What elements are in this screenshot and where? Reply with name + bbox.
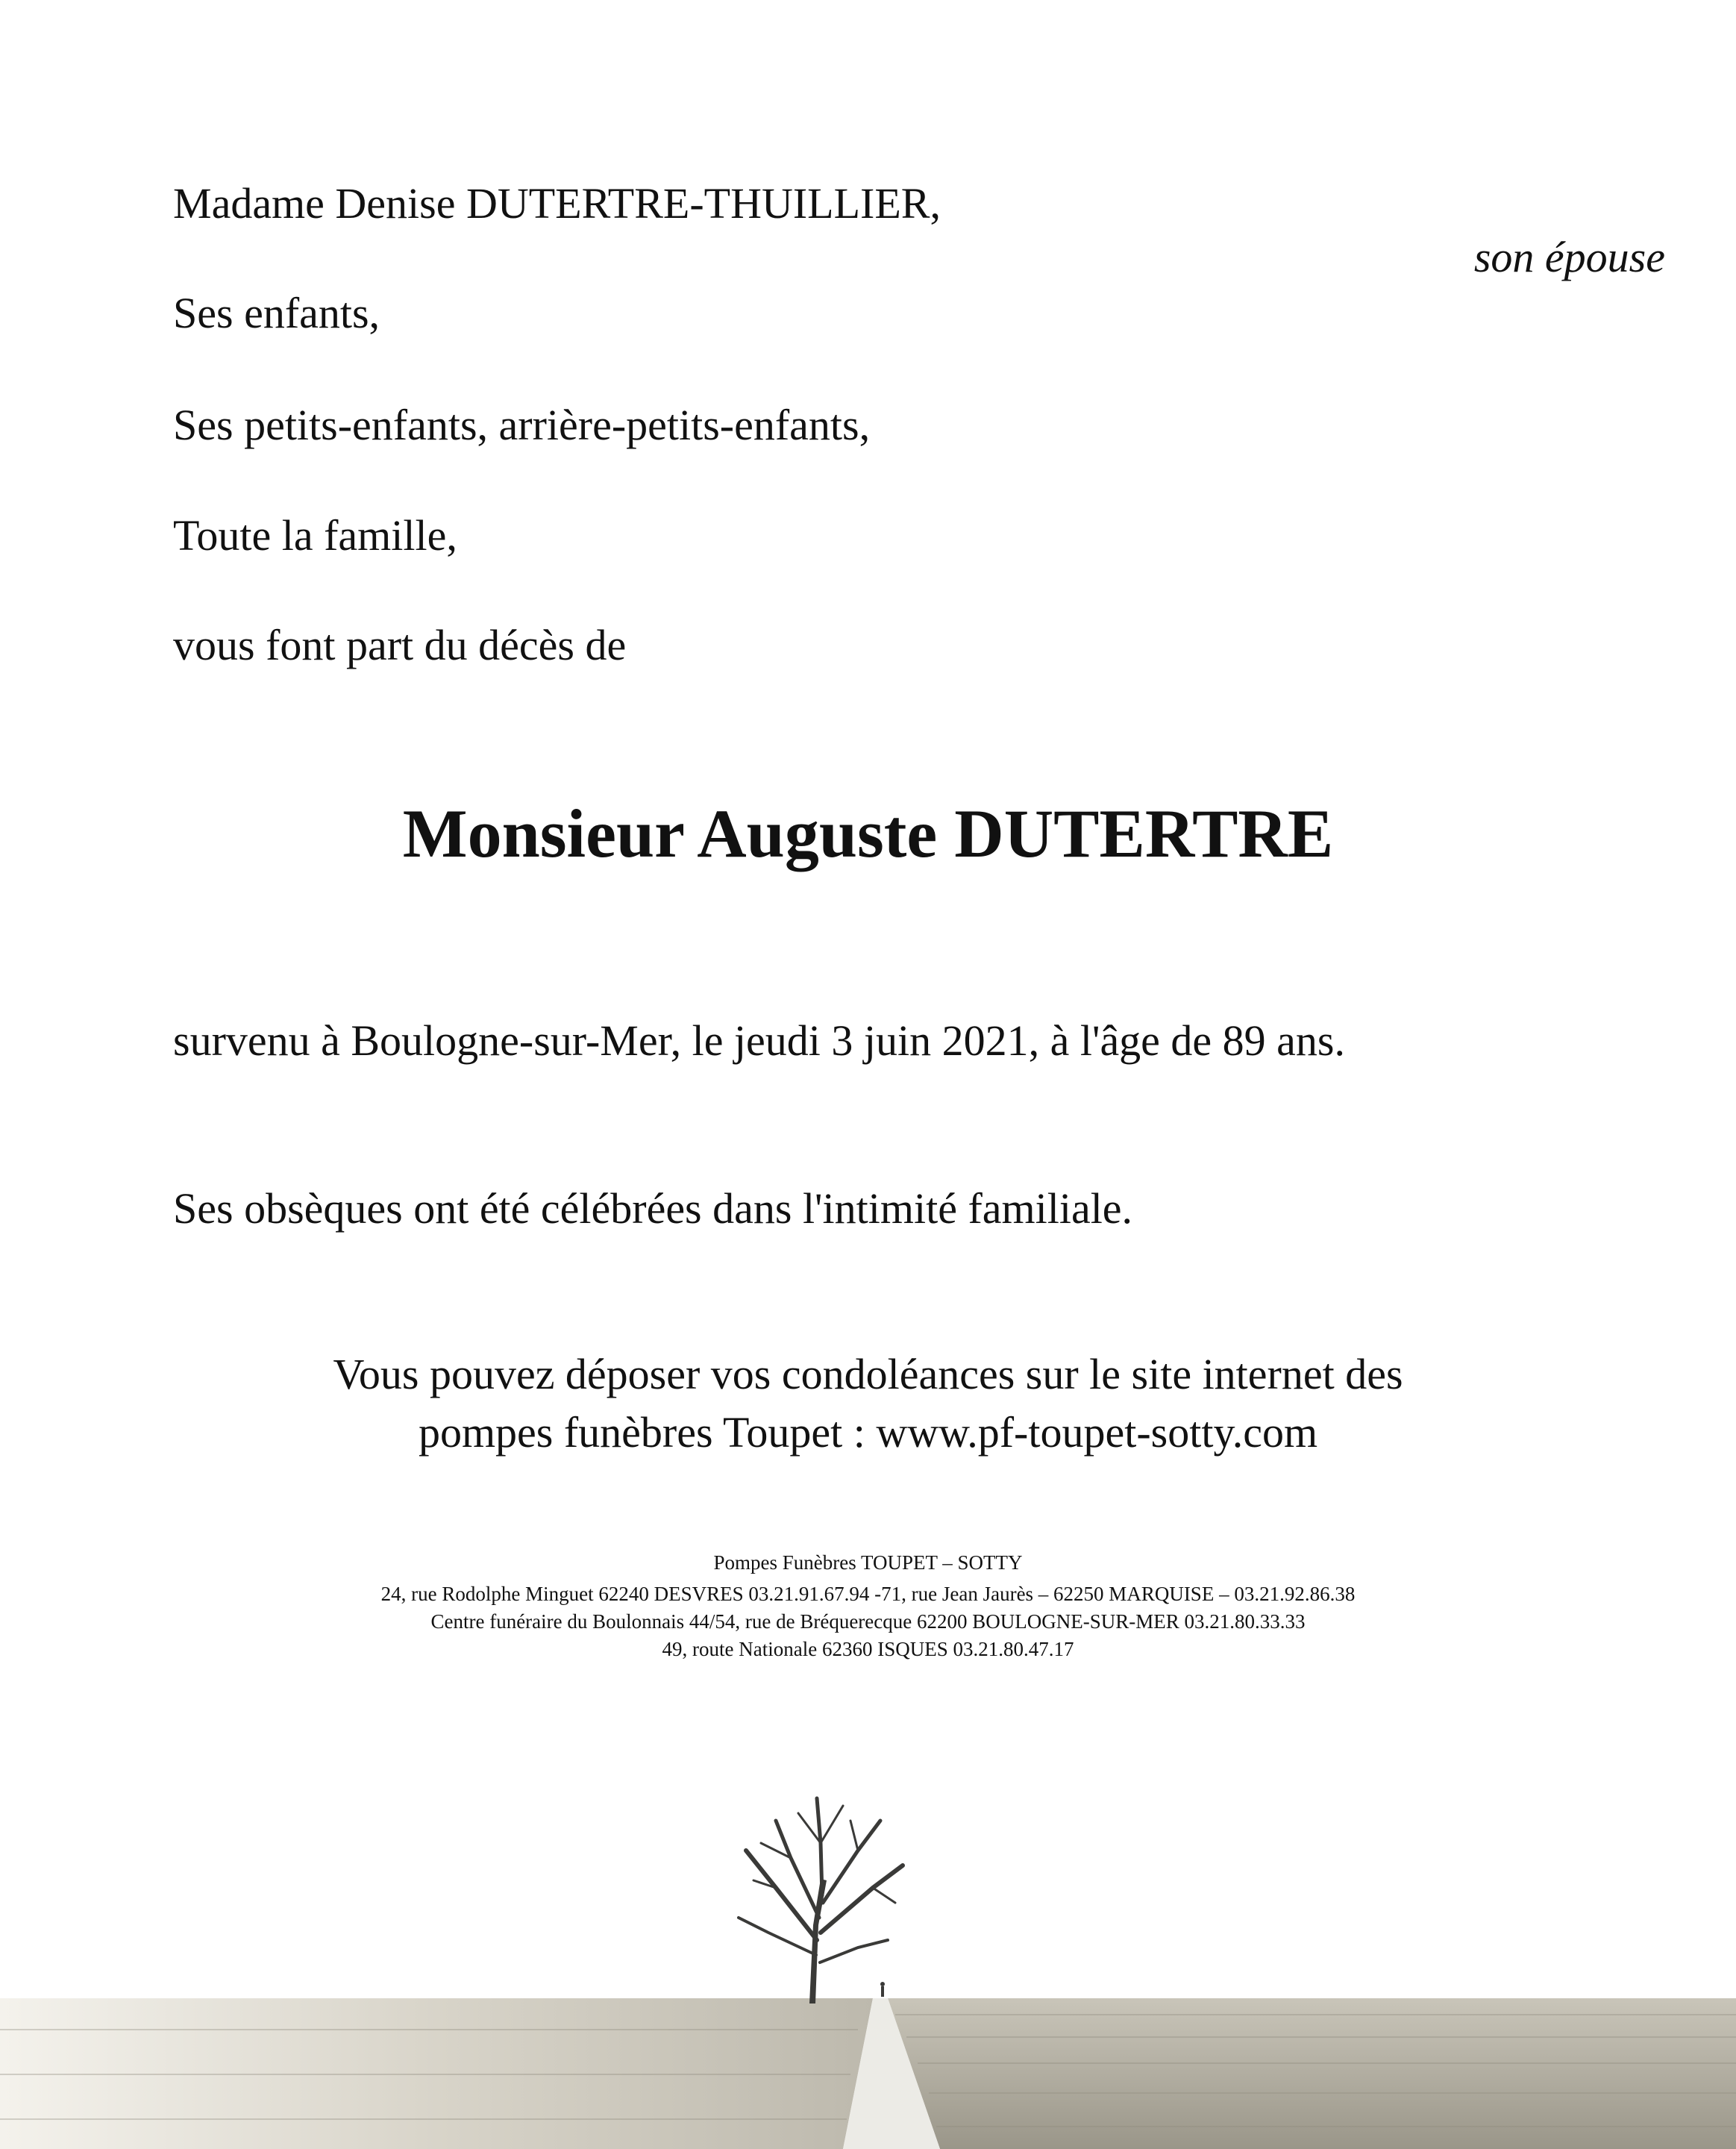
funeral-details: Ses obsèques ont été célébrées dans l'intimité familiale. [173,1184,1133,1233]
grandchildren-line: Ses petits-enfants, arrière-petits-enfants, [173,401,871,449]
condolences-line-1: Vous pouvez déposer vos condoléances sur le site internet des [333,1350,1403,1398]
death-details: survenu à Boulogne-sur-Mer, le jeudi 3 juin 2021, à l'âge de 89 ans. [173,1016,1345,1065]
deceased-name: Monsieur Auguste DUTERTRE [402,795,1334,872]
winter-tree-landscape-image [0,1791,1736,2149]
widow-role: son épouse [1473,233,1665,281]
family-line: Toute la famille, [173,511,457,560]
walker-head [880,1982,885,1986]
widow-name: Madame Denise DUTERTRE-THUILLIER, [173,179,941,228]
tree-branches [739,1798,903,1962]
children-line: Ses enfants, [173,289,380,337]
condolences-line-2: pompes funèbres Toupet : www.pf-toupet-sotty.com [418,1408,1318,1457]
announce-line: vous font part du décès de [173,621,627,669]
funeral-home-name: Pompes Funèbres TOUPET – SOTTY [713,1551,1023,1574]
walker-figure [881,1986,884,1997]
funeral-home-address-1: 24, rue Rodolphe Minguet 62240 DESVRES 03.21.91.67.94 -71, rue Jean Jaurès – 62250 MARQUISE – 03.21.92.86.38 [380,1583,1356,1605]
funeral-home-address-3: 49, route Nationale 62360 ISQUES 03.21.80.47.17 [662,1638,1074,1660]
funeral-home-address-2: Centre funéraire du Boulonnais 44/54, rue de Bréquerecque 62200 BOULOGNE-SUR-MER 03.21.80.33.33 [430,1610,1306,1633]
